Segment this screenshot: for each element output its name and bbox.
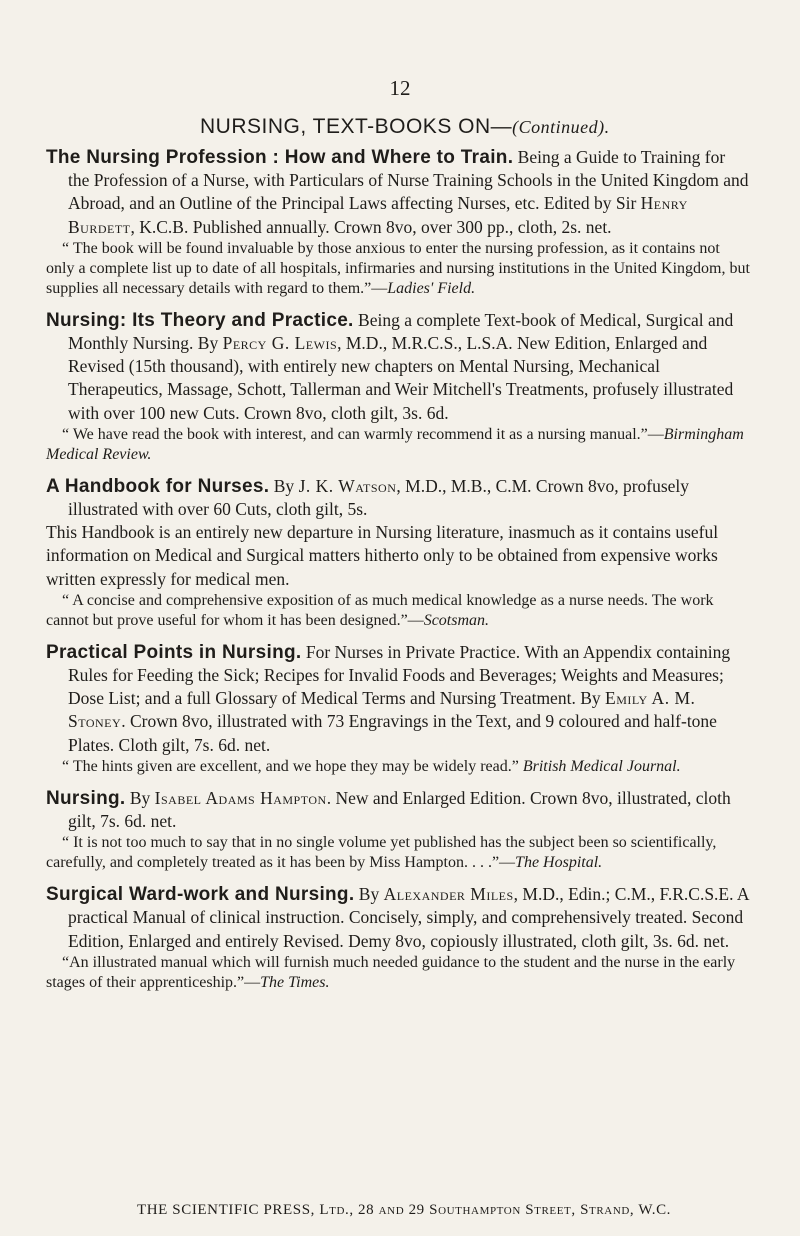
review-source: The Times. (260, 973, 330, 991)
book-list (46, 146, 750, 1003)
book-entry (46, 883, 750, 993)
book-entry (46, 309, 750, 465)
book-review (46, 953, 750, 993)
book-review (46, 833, 750, 873)
book-description: By (358, 884, 380, 905)
review-source: Birmingham Medical Review. (46, 425, 744, 463)
book-title: Nursing. (46, 787, 126, 809)
review-text: “ A concise and comprehensive exposition of as much medical knowledge as a nurse needs. The work cannot but prove useful for whom it has been designed.”— (46, 591, 714, 629)
section-heading (200, 115, 610, 139)
book-review (46, 425, 750, 465)
book-description: For Nurses in Private Practice. With an Appendix containing Rules for Feeding the Sick; Recipes for Invalid Foods and Beverages; Weights and Measures; Dose List; and a full Glossary of Medical Terms and Nursing Treatment. By (68, 641, 731, 709)
entry-body (46, 787, 750, 833)
entry-body (46, 641, 750, 757)
review-source: The Hospital. (515, 854, 603, 872)
book-author: Henry Burdett (68, 193, 688, 237)
book-author: J. K. Watson (298, 475, 397, 496)
book-entry (46, 146, 750, 299)
book-entry (46, 787, 750, 873)
book-details: . Crown 8vo, illustrated with 73 Engravings in the Text, and 9 coloured and half-tone Plates. Cloth gilt, 7s. 6d. net. (68, 711, 717, 755)
book-description: By (273, 475, 295, 496)
book-review (46, 239, 750, 299)
review-source: British Medical Journal. (522, 757, 681, 775)
book-title: The Nursing Profession : How and Where to Train. (46, 147, 514, 168)
book-title: Nursing: Its Theory and Practice. (46, 309, 354, 331)
book-review (46, 591, 750, 631)
page-number: 12 (389, 76, 411, 100)
entry-body (46, 146, 750, 239)
book-entry (46, 641, 750, 777)
entry-body (46, 309, 750, 425)
book-description: By (129, 787, 151, 808)
review-text: “ It is not too much to say that in no single volume yet published has the subject been so scientifically, carefully, and completely treated as it has been by Miss Hampton. . . .”— (46, 834, 717, 872)
entry-body (46, 475, 750, 521)
book-description: Being a complete Text-book of Medical, Surgical and Monthly Nursing. By (68, 309, 734, 354)
book-title: Surgical Ward-work and Nursing. (46, 884, 355, 906)
book-details: , M.D., M.R.C.S., L.S.A. New Edition, Enlarged and Revised (15th thousand), with entirely new chapters on Mental Nursing, Mechanical Therapeutics, Massage, Schott, Tallerman and Weir Mitchell's Treatments, profusely illustrated with over 100 new Cuts. Crown 8vo, cloth gilt, 3s. 6d. (68, 333, 734, 423)
publisher-footer (46, 1202, 762, 1219)
entry-body (46, 883, 750, 953)
publisher-name: THE SCIENTIFIC PRESS, (136, 1202, 316, 1218)
publisher-address: Ltd., 28 and 29 Southampton Street, Strand, W.C. (319, 1202, 672, 1218)
review-text: “ The hints given are excellent, and we hope they may be widely read.” (62, 757, 519, 775)
book-extra: This Handbook is an entirely new departure in Nursing literature, inasmuch as it contains useful information on Medical and Surgical matters hitherto only to be obtained from expensive works written expressly for medical men. (46, 522, 719, 589)
book-description: Being a Guide to Training for the Profession of a Nurse, with Particulars of Nurse Training Schools in the United Kingdom and Abroad, and an Outline of the Principal Laws affecting Nurses, etc. Edited by Sir (68, 147, 749, 214)
review-source: Ladies' Field. (387, 279, 476, 297)
book-details: , M.D., M.B., C.M. Crown 8vo, profusely illustrated with over 60 Cuts, cloth gilt, 5s. (68, 475, 690, 520)
book-details: . New and Enlarged Edition. Crown 8vo, illustrated, cloth gilt, 7s. 6d. net. (68, 787, 731, 832)
book-title: A Handbook for Nurses. (46, 475, 270, 497)
book-author: Percy G. Lewis (222, 333, 338, 354)
review-text: “An illustrated manual which will furnish much needed guidance to the student and the nurse in the early stages of their apprenticeship.”— (46, 953, 736, 991)
book-author: Emily A. M. Stoney (68, 688, 696, 732)
book-details: , M.D., Edin.; C.M., F.R.C.S.E. A practical Manual of clinical instruction. Concisely, simply, and comprehensively treated. Second Edition, Enlarged and entirely Revised. Demy 8vo, copiously illustrated, cloth gilt, 3s. 6d. net. (68, 884, 749, 951)
book-author: Isabel Adams Hampton (154, 787, 327, 808)
review-source: Scotsman. (423, 611, 490, 629)
book-title: Practical Points in Nursing. (46, 641, 302, 663)
book-details: , K.C.B. Published annually. Crown 8vo, over 300 pp., cloth, 2s. net. (130, 216, 612, 237)
section-continued: (Continued). (512, 117, 610, 137)
review-text: “ We have read the book with interest, and can warmly recommend it as a nursing manual.”— (62, 425, 664, 443)
section-heading-text: NURSING, TEXT-BOOKS ON— (200, 115, 513, 138)
book-entry (46, 475, 750, 631)
book-author: Alexander Miles (383, 884, 514, 905)
review-text: “ The book will be found invaluable by those anxious to enter the nursing profession, as it contains not only a complete list up to date of all hospitals, infirmaries and nursing institutions in the United Kingdom, but supplies all necessary details with regard to them.”— (46, 239, 750, 297)
book-review (46, 757, 750, 777)
